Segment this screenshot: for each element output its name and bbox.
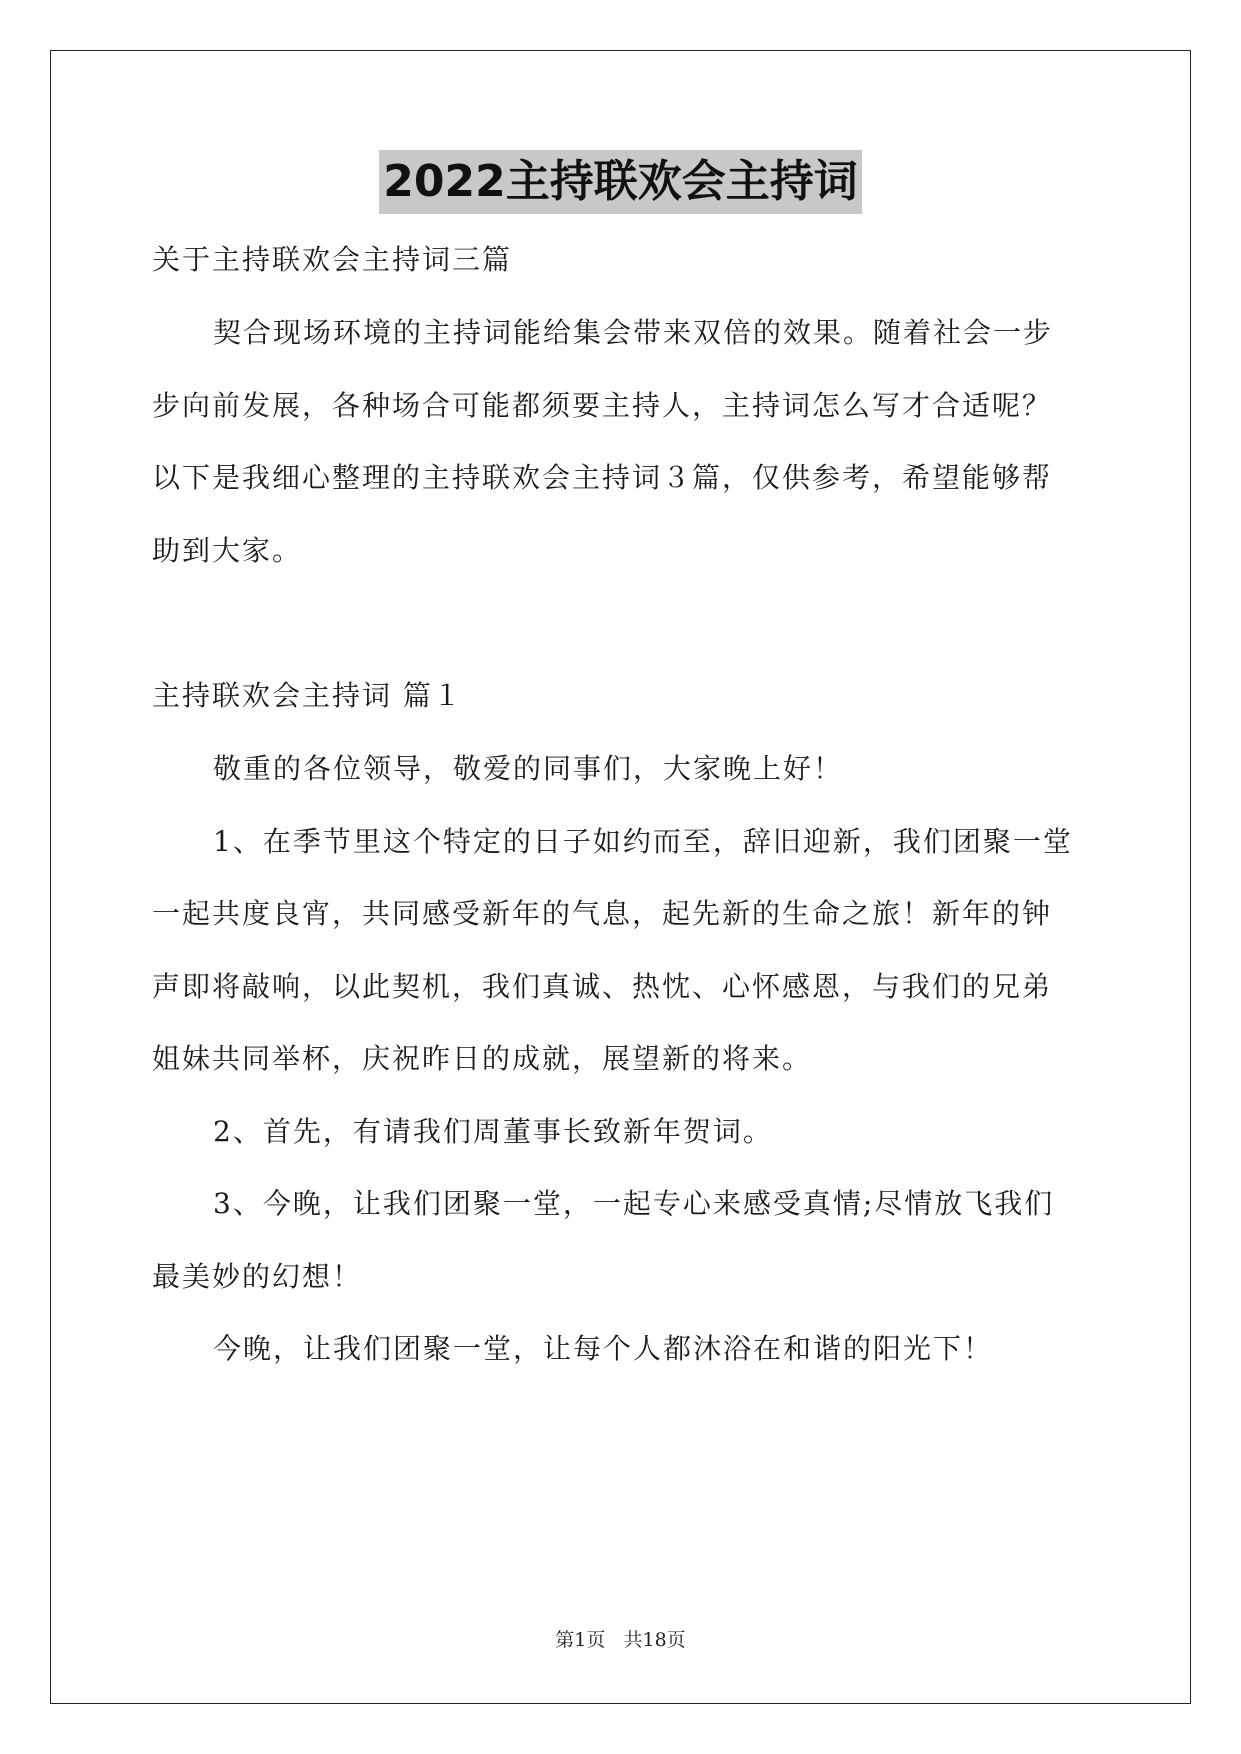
title-container — [0, 150, 1241, 214]
intro-line: 步向前发展，各种场合可能都须要主持人，主持词怎么写才合适呢？ — [152, 389, 1053, 422]
body-line: 今晚，让我们团聚一堂，让每个人都沐浴在和谐的阳光下！ — [213, 1332, 994, 1365]
page-border — [50, 50, 1191, 1704]
body-line: 一起共度良宵，共同感受新年的气息，起先新的生命之旅！新年的钟 — [152, 897, 1053, 930]
body-line: 1、在季节里这个特定的日子如约而至，辞旧迎新，我们团聚一堂 — [213, 825, 1073, 858]
intro-line: 助到大家。 — [152, 534, 303, 567]
document-title: 2022主持联欢会主持词 — [379, 150, 861, 214]
body-line: 3、今晚，让我们团聚一堂，一起专心来感受真情;尽情放飞我们 — [213, 1187, 1055, 1220]
document-subtitle: 关于主持联欢会主持词三篇 — [152, 243, 513, 276]
intro-line: 契合现场环境的主持词能给集会带来双倍的效果。随着社会一步 — [213, 316, 1054, 349]
body-line: 声即将敲响，以此契机，我们真诚、热忱、心怀感恩，与我们的兄弟 — [152, 970, 1053, 1003]
page-footer: 第1页 共18页 — [555, 1629, 686, 1651]
body-line: 最美妙的幻想！ — [152, 1260, 363, 1293]
body-line: 姐妹共同举杯，庆祝昨日的成就，展望新的将来。 — [152, 1042, 813, 1075]
intro-line: 以下是我细心整理的主持联欢会主持词３篇，仅供参考，希望能够帮 — [152, 461, 1053, 494]
body-line: 敬重的各位领导，敬爱的同事们，大家晚上好！ — [213, 752, 844, 785]
section-heading: 主持联欢会主持词 篇１ — [152, 679, 463, 712]
body-line: 2、首先，有请我们周董事长致新年贺词。 — [213, 1115, 773, 1148]
